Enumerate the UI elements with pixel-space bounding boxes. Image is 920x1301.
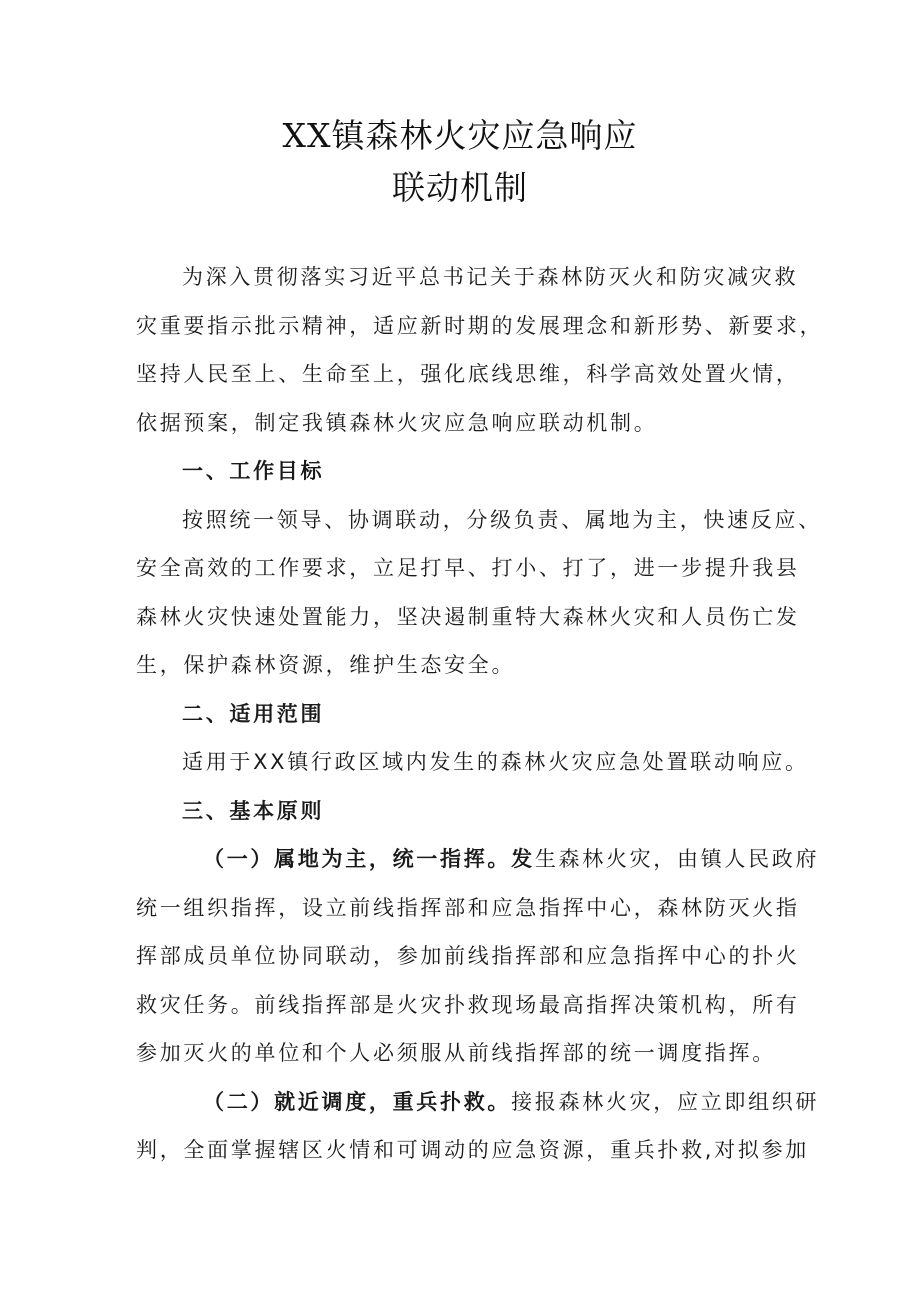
- document-title-line-1: XX镇森林火灾应急响应: [282, 116, 638, 155]
- principle-item-2-line: 判，全面掌握辖区火情和可调动的应急资源，重兵扑救,对拟参加: [136, 1138, 809, 1162]
- intro-line: 依据预案，制定我镇森林火灾应急响应联动机制。: [136, 410, 658, 435]
- principle-item-1-line: 挥部成员单位协同联动，参加前线指挥部和应急指挥中心的扑火: [136, 944, 800, 968]
- goals-line: 森林火灾快速处置能力，坚决遏制重特大森林火灾和人员伤亡发: [136, 604, 800, 629]
- document-body: [136, 253, 824, 1175]
- principle-item-1-line: 参加灭火的单位和个人必须服从前线指挥部的统一调度指挥。: [136, 1041, 776, 1065]
- scope-line: 适用于XX镇行政区域内发生的森林火灾应急处置联动响应。: [182, 750, 809, 774]
- principle-item-2-first-line: [136, 1078, 820, 1127]
- principle-item-2-title: （二）就近调度，重兵扑救。: [203, 1089, 512, 1114]
- principle-item-1-line: 统一组织指挥，设立前线指挥部和应急指挥中心，森林防灭火指: [136, 895, 800, 920]
- intro-line: 灾重要指示批示精神，适应新时期的发展理念和新形势、新要求，: [136, 313, 824, 338]
- goals-line: 按照统一领导、协调联动，分级负责、属地为主，快速反应、: [182, 507, 822, 532]
- intro-line: 坚持人民至上、生命至上，强化底线思维，科学高效处置火情，: [136, 362, 800, 386]
- document-title-line-2: 联动机制: [392, 168, 528, 207]
- principle-item-1-text: 生森林火灾，由镇人民政府: [534, 847, 820, 871]
- principle-item-1-title: （一）属地为主，统一指挥。发: [203, 847, 535, 871]
- goals-line: 安全高效的工作要求，立足打早、打小、打了，进一步提升我县: [136, 556, 800, 580]
- principle-item-2-text: 接报森林火灾，应立即组织研: [511, 1089, 820, 1114]
- section-heading-goals: 一、工作目标: [182, 459, 325, 483]
- goals-line: 生，保护森林资源，维护生态安全。: [136, 653, 516, 677]
- principle-item-1-first-line: [136, 835, 820, 884]
- section-heading-principles: 三、基本原则: [182, 798, 325, 823]
- section-heading-scope: 二、适用范围: [182, 701, 325, 726]
- principle-item-1-line: 救灾任务。前线指挥部是火灾扑救现场最高指挥决策机构，所有: [136, 992, 800, 1017]
- intro-line: 为深入贯彻落实习近平总书记关于森林防灭火和防灾减灾救: [182, 265, 799, 289]
